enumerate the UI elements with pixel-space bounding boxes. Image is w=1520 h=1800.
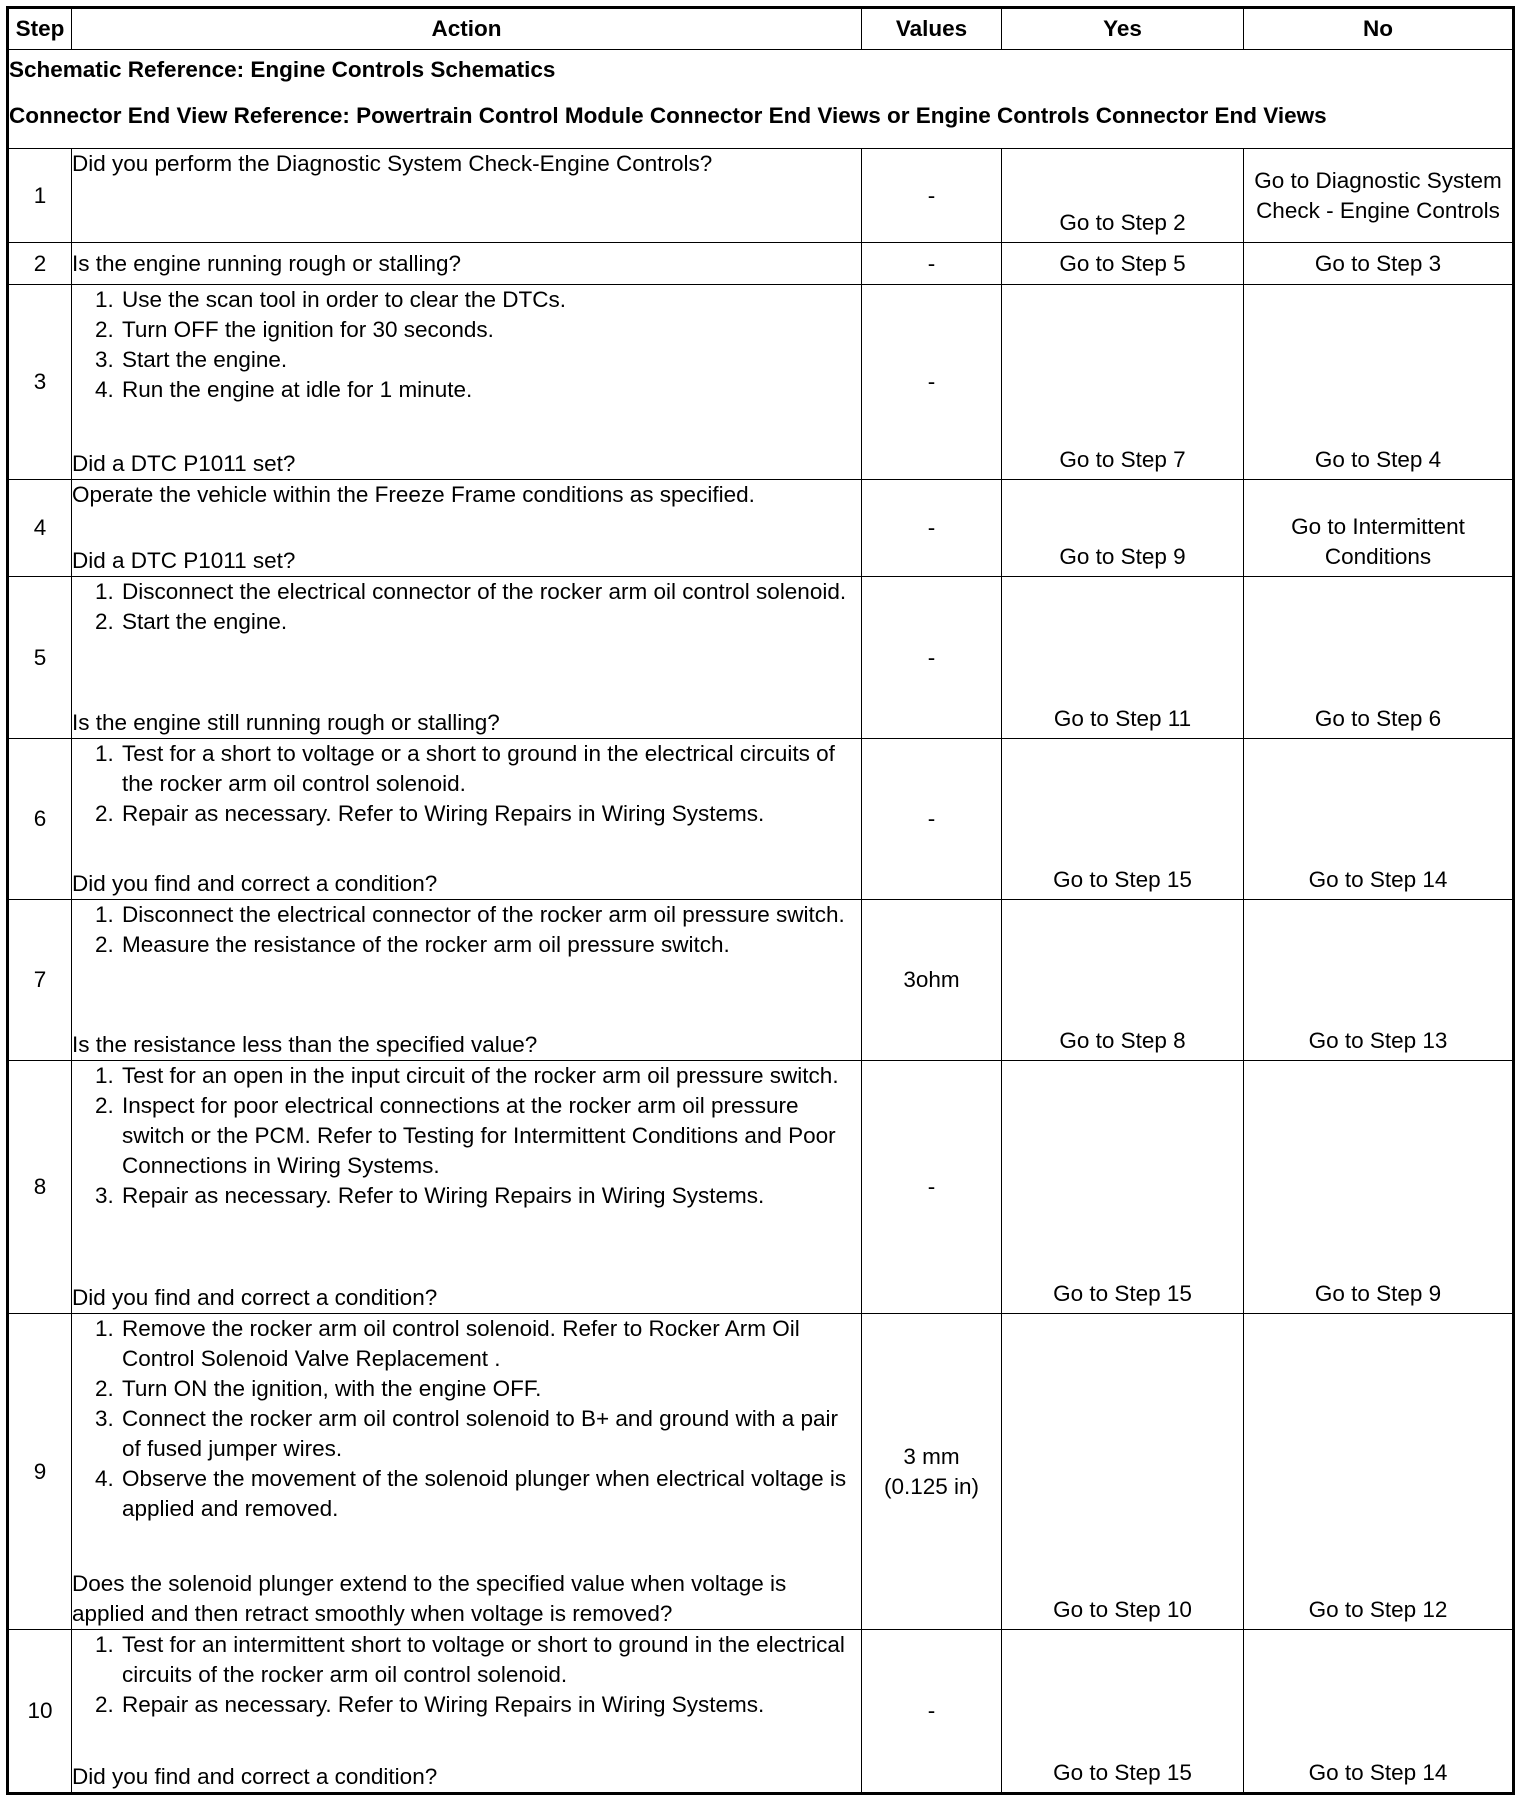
step-number: 7: [8, 900, 72, 1061]
list-item: 1. Disconnect the electrical connector of the rocker arm oil control solenoid.: [120, 577, 861, 607]
table-row: [8, 1061, 1514, 1314]
action-question: Did a DTC P1011 set?: [72, 451, 296, 477]
connector-reference: Connector End View Reference: Powertrain Control Module Connector End Views or Engine Controls Connector End Views: [9, 103, 1327, 129]
step-number: 6: [8, 739, 72, 900]
step-number: 2: [8, 243, 72, 285]
action-steps-list: [72, 1314, 861, 1523]
yes-cell: Go to Step 7: [1002, 285, 1244, 480]
value-cell: -: [862, 739, 1002, 900]
action-cell: [72, 1630, 862, 1794]
yes-cell: Go to Step 10: [1002, 1314, 1244, 1630]
value-cell: -: [862, 480, 1002, 577]
list-item: 2. Turn ON the ignition, with the engine OFF.: [120, 1374, 861, 1404]
list-item: 1. Disconnect the electrical connector of the rocker arm oil pressure switch.: [120, 900, 861, 930]
no-cell: Go to Step 3: [1244, 243, 1514, 285]
list-item: 3. Start the engine.: [120, 345, 861, 375]
no-cell: Go to Step 13: [1244, 900, 1514, 1061]
action-cell: [72, 900, 862, 1061]
action-cell: [72, 1061, 862, 1314]
action-steps-list: [72, 739, 861, 829]
yes-cell: Go to Step 8: [1002, 900, 1244, 1061]
table-row: [8, 243, 1514, 285]
step-number: 5: [8, 577, 72, 739]
diagnostic-table: [6, 6, 1515, 1795]
list-item: 4. Observe the movement of the solenoid plunger when electrical voltage is applied and removed.: [120, 1464, 861, 1524]
step-number: 8: [8, 1061, 72, 1314]
list-item: 4. Run the engine at idle for 1 minute.: [120, 375, 861, 405]
table-row: [8, 1630, 1514, 1794]
step-number: 10: [8, 1630, 72, 1794]
reference-row: [8, 50, 1514, 149]
action-text: Operate the vehicle within the Freeze Frame conditions as specified.: [72, 482, 755, 507]
list-item: 2. Repair as necessary. Refer to Wiring Repairs in Wiring Systems.: [120, 799, 861, 829]
value-cell: -: [862, 577, 1002, 739]
value-cell: -: [862, 149, 1002, 243]
action-cell: [72, 739, 862, 900]
table-row: [8, 739, 1514, 900]
value-cell: -: [862, 1061, 1002, 1314]
list-item: 3. Connect the rocker arm oil control solenoid to B+ and ground with a pair of fused jumper wires.: [120, 1404, 861, 1464]
list-item: 1. Test for an open in the input circuit of the rocker arm oil pressure switch.: [120, 1061, 861, 1091]
action-text: Is the engine running rough or stalling?: [72, 243, 862, 285]
header-yes: Yes: [1002, 8, 1244, 50]
step-number: 3: [8, 285, 72, 480]
action-question: Did you find and correct a condition?: [72, 871, 438, 897]
value-cell: -: [862, 285, 1002, 480]
value-cell: [862, 1314, 1002, 1630]
no-cell: Go to Step 12: [1244, 1314, 1514, 1630]
value-cell: -: [862, 1630, 1002, 1794]
table-row: [8, 480, 1514, 577]
list-item: 1. Use the scan tool in order to clear the DTCs.: [120, 285, 861, 315]
header-step: Step: [8, 8, 72, 50]
value-primary: 3 mm: [903, 1443, 960, 1469]
yes-cell: Go to Step 11: [1002, 577, 1244, 739]
action-steps-list: [72, 577, 861, 637]
reference-cell: [8, 50, 1514, 149]
table-row: [8, 1314, 1514, 1630]
header-row: [8, 8, 1514, 50]
list-item: 2. Repair as necessary. Refer to Wiring Repairs in Wiring Systems.: [120, 1690, 861, 1720]
action-cell: [72, 577, 862, 739]
action-steps-list: [72, 1630, 861, 1720]
yes-cell: Go to Step 9: [1002, 480, 1244, 577]
list-item: 2. Measure the resistance of the rocker arm oil pressure switch.: [120, 930, 861, 960]
no-cell: Go to Step 4: [1244, 285, 1514, 480]
table-row: [8, 285, 1514, 480]
action-question: Is the engine still running rough or stalling?: [72, 710, 500, 736]
no-cell: Go to Step 6: [1244, 577, 1514, 739]
header-action: Action: [72, 8, 862, 50]
action-text: Did you perform the Diagnostic System Check-Engine Controls?: [72, 149, 862, 243]
list-item: 1. Test for an intermittent short to voltage or short to ground in the electrical circuits of the rocker arm oil control solenoid.: [120, 1630, 861, 1690]
list-item: 1. Test for a short to voltage or a short to ground in the electrical circuits of the rocker arm oil control solenoid.: [120, 739, 861, 799]
no-cell: Go to Step 9: [1244, 1061, 1514, 1314]
value-secondary: (0.125 in): [883, 1473, 980, 1499]
action-question: Did a DTC P1011 set?: [72, 548, 296, 574]
no-cell: Go to Step 14: [1244, 1630, 1514, 1794]
value-cell: 3ohm: [862, 900, 1002, 1061]
action-question: Did you find and correct a condition?: [72, 1285, 438, 1311]
step-number: 1: [8, 149, 72, 243]
yes-cell: Go to Step 15: [1002, 1061, 1244, 1314]
yes-cell: Go to Step 15: [1002, 1630, 1244, 1794]
step-number: 4: [8, 480, 72, 577]
list-item: 2. Turn OFF the ignition for 30 seconds.: [120, 315, 861, 345]
action-cell: [72, 285, 862, 480]
table-row: [8, 900, 1514, 1061]
yes-cell: Go to Step 5: [1002, 243, 1244, 285]
table-row: [8, 149, 1514, 243]
header-no: No: [1244, 8, 1514, 50]
action-question: Is the resistance less than the specified value?: [72, 1032, 538, 1058]
action-steps-list: [72, 900, 861, 960]
no-cell: Go to Intermittent Conditions: [1244, 480, 1514, 577]
action-steps-list: [72, 1061, 861, 1211]
schematic-reference: Schematic Reference: Engine Controls Schematics: [9, 57, 556, 83]
action-question: Did you find and correct a condition?: [72, 1764, 438, 1790]
value-cell: -: [862, 243, 1002, 285]
table-row: [8, 577, 1514, 739]
step-number: 9: [8, 1314, 72, 1630]
action-steps-list: [72, 285, 861, 405]
action-cell: [72, 1314, 862, 1630]
list-item: 3. Repair as necessary. Refer to Wiring Repairs in Wiring Systems.: [120, 1181, 861, 1211]
list-item: 2. Inspect for poor electrical connections at the rocker arm oil pressure switch or the PCM. Refer to Testing for Intermittent Conditions and Poor Connections in Wiring Systems.: [120, 1091, 861, 1181]
header-values: Values: [862, 8, 1002, 50]
list-item: 1. Remove the rocker arm oil control solenoid. Refer to Rocker Arm Oil Control Solenoid Valve Replacement .: [120, 1314, 861, 1374]
action-cell: [72, 480, 862, 577]
list-item: 2. Start the engine.: [120, 607, 861, 637]
no-cell: Go to Diagnostic System Check - Engine Controls: [1244, 149, 1514, 243]
action-question: Does the solenoid plunger extend to the specified value when voltage is applied and then retract smoothly when voltage is removed?: [72, 1571, 787, 1627]
yes-cell: Go to Step 2: [1002, 149, 1244, 243]
no-cell: Go to Step 14: [1244, 739, 1514, 900]
yes-cell: Go to Step 15: [1002, 739, 1244, 900]
